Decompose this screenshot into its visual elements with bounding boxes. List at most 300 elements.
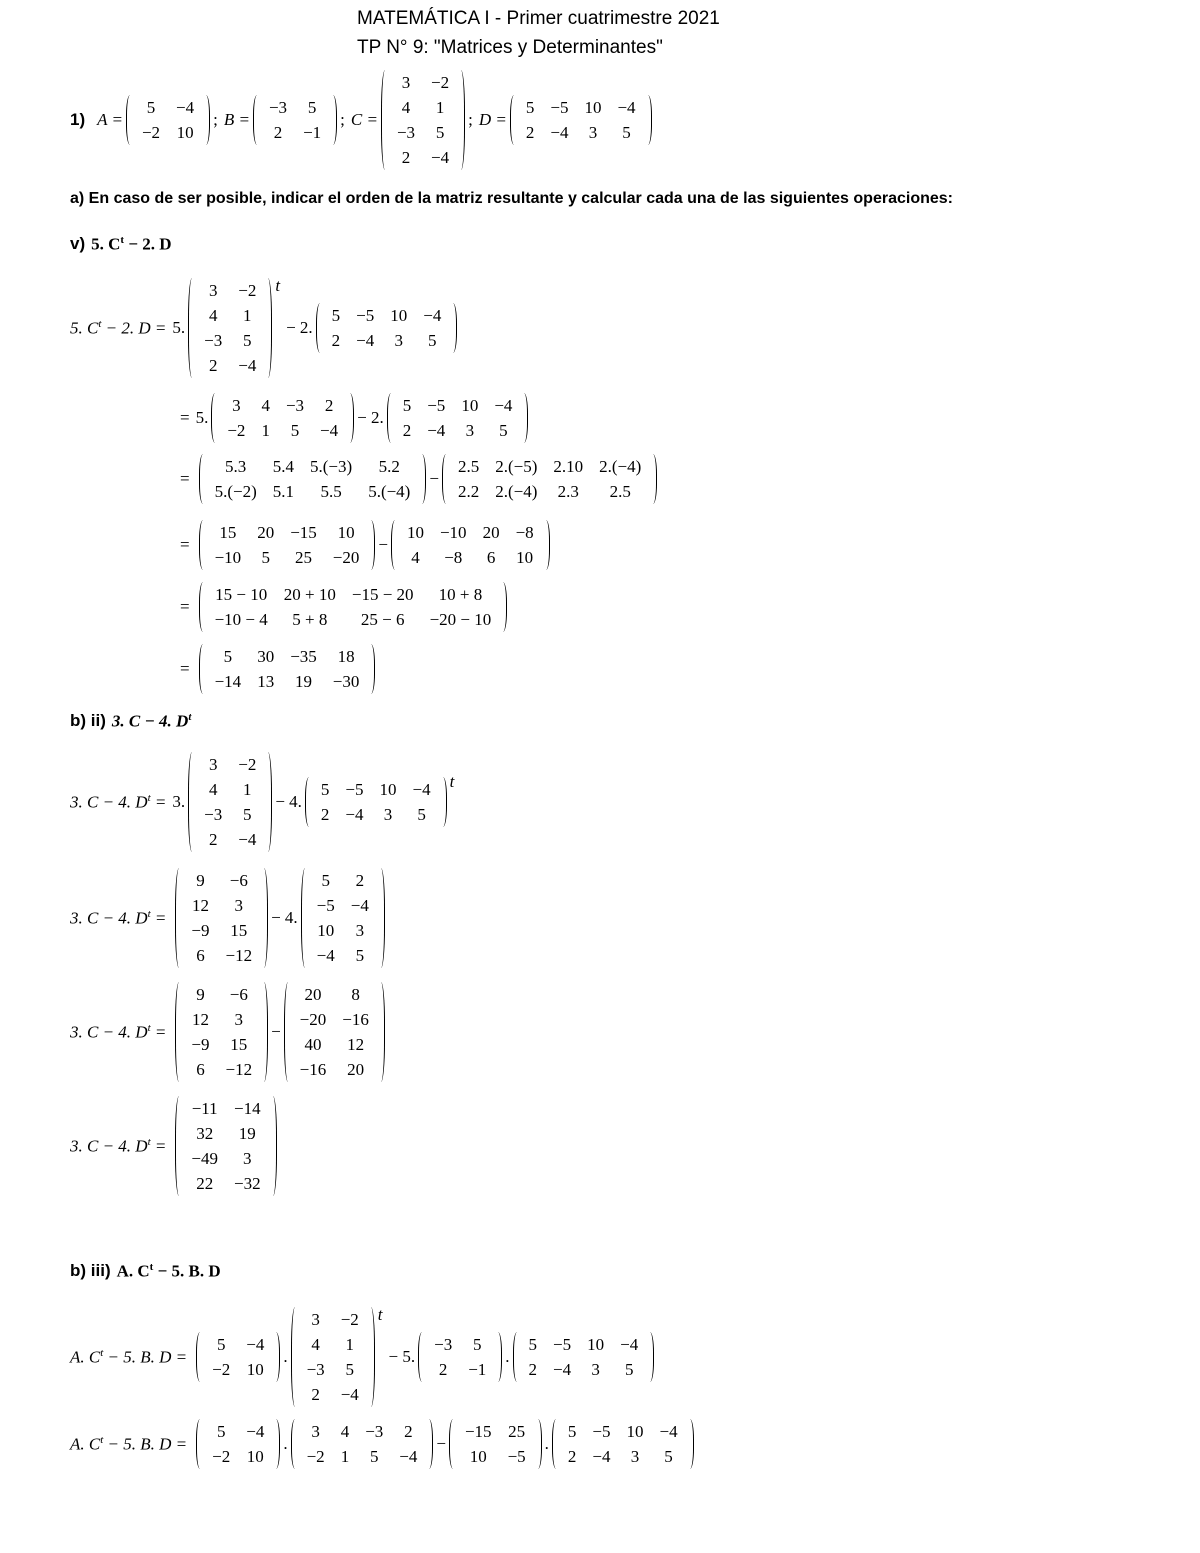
matrix-row: [196, 303, 264, 328]
right-paren: [367, 644, 375, 694]
matrix-entry: 10: [626, 1422, 644, 1441]
left-paren: [175, 868, 183, 968]
matrix-entry: 4: [411, 548, 420, 567]
matrix-row: [292, 1007, 377, 1032]
matrix-row: [207, 582, 500, 607]
matrix-entry: −5: [553, 1335, 572, 1354]
matrix-entry: 12: [191, 896, 209, 915]
result-matrix: [175, 1096, 276, 1196]
matrix-entry: 12: [191, 1010, 209, 1029]
matrix-entry: 5: [369, 1447, 379, 1466]
matrix-row: [457, 1444, 534, 1469]
matrix-entry: 3: [588, 123, 598, 142]
matrix-entry: 15 − 10: [215, 585, 268, 604]
matrix-entry: 2.5: [609, 482, 631, 501]
matrix-row: [207, 669, 368, 694]
matrix-4dt: [284, 982, 385, 1082]
matrix-grid: [560, 1419, 686, 1469]
matrix-entry: −4: [659, 1422, 678, 1441]
scalar: 3.: [172, 792, 186, 811]
matrix-grid: [521, 1332, 647, 1382]
matrix-entry: 10: [587, 1335, 605, 1354]
matrix-entry: −5: [550, 98, 569, 117]
matrix-entry: −2: [306, 1447, 325, 1466]
section-v-step1: [70, 276, 460, 380]
matrix-entry: 2: [208, 830, 218, 849]
matrix-row: [207, 644, 368, 669]
matrix-grid: [426, 1332, 494, 1382]
scalar: − 2.: [357, 408, 384, 427]
expression-lhs: A. $C^t - 5$. B. D =: [70, 1346, 188, 1367]
matrix-entry: −4: [412, 780, 431, 799]
matrix-entry: 1: [243, 780, 252, 799]
section-biii-label: b) iii): [70, 1261, 111, 1280]
matrix-entry: 5: [243, 805, 252, 824]
matrix-grid: [204, 1419, 272, 1469]
matrix-c: [381, 70, 465, 170]
left-paren: [126, 95, 134, 145]
matrix-grid: [457, 1419, 534, 1469]
equals-sign: =: [180, 469, 190, 488]
matrix-entry: 5: [473, 1335, 482, 1354]
matrix-entry: −20: [299, 1010, 327, 1029]
right-paren: [377, 982, 385, 1082]
matrix-entry: 2: [331, 331, 341, 350]
matrix-entry: 5: [664, 1447, 673, 1466]
matrix-grid: [395, 393, 521, 443]
matrix-entry: −4: [553, 1360, 572, 1379]
matrix-entry: 15: [230, 1035, 248, 1054]
matrix-row: [560, 1419, 686, 1444]
matrix-grid: [309, 868, 377, 968]
matrix-row: [183, 1146, 268, 1171]
matrix-entry: −11: [191, 1099, 218, 1118]
matrix-row: [204, 1357, 272, 1382]
right-paren: [346, 393, 354, 443]
matrix-entry: 5: [567, 1422, 577, 1441]
matrix-entry: 6: [486, 548, 496, 567]
dot-operator: .: [544, 1434, 549, 1453]
matrix-entry: 25: [508, 1422, 526, 1441]
left-paren: [199, 520, 207, 570]
transpose-mark: t: [377, 1305, 383, 1324]
matrix-entry: −10 − 4: [214, 610, 268, 629]
matrix-entry: −4: [620, 1335, 639, 1354]
left-paren: [188, 752, 196, 852]
left-paren: [196, 1332, 204, 1382]
matrix-entry: 10: [379, 780, 397, 799]
section-v-step4: [180, 519, 553, 571]
matrix-row: [204, 1332, 272, 1357]
section-bii-step1: [70, 750, 454, 854]
matrix-entry: 4: [208, 780, 218, 799]
left-paren: [552, 1419, 560, 1469]
right-paren: [377, 868, 385, 968]
matrix-entry: 5: [525, 98, 535, 117]
matrix-row: [299, 1332, 367, 1357]
right-paren: [272, 1419, 280, 1469]
matrix-entry: −4: [550, 123, 569, 142]
matrix-grid: [292, 982, 377, 1082]
matrix-entry: 10: [337, 523, 355, 542]
matrix-entry: −2: [227, 421, 246, 440]
matrix-entry: 3: [234, 1010, 244, 1029]
matrix-d-transpose: [301, 868, 385, 968]
matrix-entry: 4: [401, 98, 411, 117]
equals-sign: =: [180, 659, 190, 678]
matrix-entry: 40: [304, 1035, 322, 1054]
matrix-entry: −10: [214, 548, 242, 567]
right-paren: [418, 454, 426, 504]
matrix-entry: 2.3: [557, 482, 579, 501]
matrix-row: [183, 943, 260, 968]
matrix-entry: 2: [528, 1360, 538, 1379]
matrix-entry: −35: [290, 647, 317, 666]
matrix-entry: −3: [396, 123, 416, 142]
matrix-entry: −3: [204, 805, 223, 824]
matrix-entry: 18: [337, 647, 355, 666]
matrix-grid: [196, 752, 264, 852]
result-matrix: [199, 644, 376, 694]
matrix-entry: −15: [290, 523, 317, 542]
matrix-d: [387, 393, 529, 443]
expression-lhs: 5. $C^t - 2$. D =: [70, 317, 167, 338]
matrix-products-left: [199, 454, 427, 504]
minus-sign: −: [436, 1434, 446, 1453]
matrix-entry: 2: [208, 356, 218, 375]
matrix-entry: 5: [355, 946, 365, 965]
left-paren: [510, 95, 518, 145]
matrix-entry: 5: [331, 306, 341, 325]
section-biii-heading: [70, 1258, 221, 1284]
matrix-entry: −5: [345, 780, 364, 799]
right-paren: [272, 1332, 280, 1382]
matrix-row: [309, 893, 377, 918]
matrix-row: [324, 328, 450, 353]
matrix-entry: −6: [229, 871, 248, 890]
matrix-row: [196, 827, 264, 852]
matrix-row: [450, 454, 649, 479]
matrix-grid: [219, 393, 346, 443]
matrix-entry: 2.2: [457, 482, 480, 501]
matrix-entry: 5: [223, 647, 233, 666]
separator: ;: [340, 110, 345, 129]
left-paren: [381, 70, 389, 170]
worksheet-title: TP N° 9: "Matrices y Determinantes": [357, 37, 663, 58]
matrix-entry: 5: [345, 1360, 354, 1379]
problem-number: 1): [70, 110, 86, 129]
left-paren: [196, 1419, 204, 1469]
matrix-entry: 20: [304, 985, 322, 1004]
matrix-left: [199, 520, 376, 570]
matrix-entry: −4: [494, 396, 513, 415]
matrix-row: [399, 520, 542, 545]
matrix-grid: [450, 454, 649, 504]
matrix-row: [183, 1057, 260, 1082]
separator: ;: [468, 110, 473, 129]
matrix-entry: −16: [342, 1010, 369, 1029]
matrix-row: [389, 120, 457, 145]
matrix-entry: −12: [225, 946, 253, 965]
matrix-entry: 32: [196, 1124, 214, 1143]
matrix-entry: 5: [216, 1422, 226, 1441]
matrix-row: [196, 353, 264, 378]
matrix-row: [207, 545, 368, 570]
matrix-c: [291, 1307, 375, 1407]
matrix-entry: 2: [311, 1385, 320, 1404]
matrix-entry: 5.2: [378, 457, 400, 476]
matrix-entry: 5.5: [320, 482, 342, 501]
right-paren: [269, 1096, 277, 1196]
section-v-label: v): [70, 234, 86, 253]
matrix-row: [196, 278, 264, 303]
equals-sign: =: [180, 535, 190, 554]
equals-sign: =: [180, 408, 190, 427]
matrix-grid: [207, 582, 500, 632]
matrix-row: [183, 982, 260, 1007]
matrix-entry: 5: [435, 123, 445, 142]
matrix-entry: 1: [261, 421, 270, 440]
right-paren: [425, 1419, 433, 1469]
left-paren: [188, 278, 196, 378]
matrix-grid: [204, 1332, 272, 1382]
separator: ;: [213, 110, 218, 129]
matrix-entry: −4: [238, 356, 257, 375]
matrix-entry: 2: [438, 1360, 448, 1379]
matrix-c-transpose: [291, 1419, 434, 1469]
matrix-entry: 2: [355, 871, 365, 890]
matrix-row: [183, 1032, 260, 1057]
matrix-entry: −4: [431, 148, 450, 167]
instruction-a: a) En caso de ser posible, indicar el orden de la matriz resultante y calcular cada una de las siguientes operaciones:: [70, 190, 953, 207]
matrix-entry: 10: [390, 306, 408, 325]
section-bii-step2: [70, 866, 388, 970]
matrix-entry: 19: [238, 1124, 256, 1143]
matrix-entry: −1: [303, 123, 322, 142]
right-paren: [449, 303, 457, 353]
matrix-entry: −8: [515, 523, 534, 542]
matrix-grid: [183, 982, 260, 1082]
scalar: − 2.: [286, 318, 313, 337]
matrix-entry: 5.3: [225, 457, 247, 476]
left-paren: [387, 393, 395, 443]
matrix-entry: 9: [196, 871, 205, 890]
matrix-entry: 5: [402, 396, 412, 415]
matrix-entry: 3: [208, 755, 218, 774]
left-paren: [449, 1419, 457, 1469]
matrix-row: [389, 145, 457, 170]
matrix-entry: −2: [238, 281, 257, 300]
matrix-entry: 5: [428, 331, 437, 350]
left-paren: [211, 393, 219, 443]
matrix-entry: 5.(−3): [310, 457, 353, 476]
matrix-entry: 10 + 8: [438, 585, 483, 604]
right-paren: [520, 393, 528, 443]
matrix-entry: 3: [243, 1149, 252, 1168]
label-c: C =: [350, 110, 378, 129]
matrix-row: [389, 70, 457, 95]
matrix-entry: −2: [238, 755, 257, 774]
matrix-entry: −20: [332, 548, 360, 567]
matrix-row: [261, 95, 329, 120]
matrix-row: [183, 868, 260, 893]
matrix-entry: −2: [212, 1360, 231, 1379]
matrix-entry: 20: [257, 523, 275, 542]
right-paren: [534, 1419, 542, 1469]
matrix-entry: 3: [630, 1447, 640, 1466]
right-paren: [264, 278, 272, 378]
expression-lhs: 3. C − 4. $D^t$ =: [70, 1135, 167, 1156]
matrix-entry: 2: [525, 123, 535, 142]
matrix-entry: −4: [340, 1385, 359, 1404]
left-paren: [301, 868, 309, 968]
matrix-entry: 30: [257, 647, 275, 666]
matrix-c-transpose: [211, 393, 354, 443]
left-paren: [284, 982, 292, 1082]
matrix-entry: 3: [394, 331, 403, 350]
matrix-entry: 20: [347, 1060, 365, 1079]
matrix-entry: −14: [233, 1099, 261, 1118]
matrix-entry: 5: [243, 331, 252, 350]
matrix-entry: 3: [465, 421, 475, 440]
matrix-entry: −5: [356, 306, 375, 325]
dot-operator: .: [505, 1347, 510, 1366]
matrix-grid: [313, 777, 439, 827]
matrix-row: [313, 802, 439, 827]
matrix-row: [426, 1332, 494, 1357]
matrix-entry: −4: [320, 421, 339, 440]
right-paren: [499, 582, 507, 632]
matrix-grid: [207, 520, 368, 570]
matrix-b: [253, 95, 337, 145]
matrix-row: [207, 607, 500, 632]
matrix-grid: [207, 644, 368, 694]
matrix-right: [391, 520, 550, 570]
left-paren: [175, 1096, 183, 1196]
matrix-entry: −4: [399, 1447, 418, 1466]
right-paren: [457, 70, 465, 170]
minus-sign: −: [271, 1022, 281, 1041]
matrix-entry: 1: [340, 1447, 350, 1466]
matrix-entry: −4: [345, 805, 364, 824]
section-v-step5: [180, 581, 510, 633]
matrix-entry: −15 − 20: [351, 585, 414, 604]
matrix-entry: −49: [191, 1149, 218, 1168]
section-bii-label: b) ii): [70, 711, 106, 730]
right-paren: [260, 982, 268, 1082]
matrix-row: [292, 1032, 377, 1057]
matrix-entry: 5: [261, 548, 270, 567]
matrix-row: [219, 393, 346, 418]
matrix-entry: 3: [311, 1310, 320, 1329]
matrix-entry: 5: [622, 123, 631, 142]
matrix-entry: 2: [404, 1422, 413, 1441]
matrix-entry: 19: [294, 672, 312, 691]
section-v-title: 5. $C^t - 2$. D: [91, 233, 172, 254]
transpose-mark: t: [275, 276, 281, 295]
matrix-row: [395, 418, 521, 443]
matrix-products-right: [442, 454, 657, 504]
expression-lhs: 3. C − 4. $D^t$ =: [70, 907, 167, 928]
matrix-entry: 8: [351, 985, 360, 1004]
matrix-entry: −12: [225, 1060, 253, 1079]
section-v-result: [180, 643, 378, 695]
matrix-entry: 20: [482, 523, 500, 542]
matrix-entry: 9: [196, 985, 205, 1004]
matrix-entry: −4: [246, 1422, 265, 1441]
matrix-entry: −9: [191, 1035, 210, 1054]
matrix-row: [426, 1357, 494, 1382]
matrix-entry: 4: [261, 396, 270, 415]
matrix-entry: −3: [306, 1360, 325, 1379]
right-paren: [686, 1419, 694, 1469]
matrix-entry: 10: [246, 1360, 264, 1379]
matrix-entry: −2: [212, 1447, 231, 1466]
matrix-entry: 10: [461, 396, 479, 415]
matrix-c: [188, 278, 272, 378]
matrix-entry: 2.(−4): [599, 457, 642, 476]
section-bii-heading: [70, 708, 191, 734]
matrix-entry: 13: [257, 672, 275, 691]
left-paren: [316, 303, 324, 353]
matrix-entry: −4: [238, 830, 257, 849]
right-paren: [644, 95, 652, 145]
matrix-entry: −2: [141, 123, 161, 142]
matrix-row: [207, 520, 368, 545]
matrix-row: [309, 918, 377, 943]
matrix-entry: −5: [316, 896, 335, 915]
equals-sign: =: [180, 597, 190, 616]
matrix-entry: 4: [340, 1422, 350, 1441]
section-bii-step3: [70, 980, 388, 1084]
matrix-grid: [183, 1096, 268, 1196]
matrix-row: [450, 479, 649, 504]
section-biii-step1: [70, 1305, 657, 1409]
matrix-entry: −5: [592, 1422, 611, 1441]
matrix-entry: −3: [365, 1422, 384, 1441]
matrix-row: [299, 1419, 426, 1444]
matrix-entry: 4: [311, 1335, 320, 1354]
matrix-row: [204, 1444, 272, 1469]
matrix-differences: [199, 582, 508, 632]
matrix-row: [399, 545, 542, 570]
minus-sign: −: [378, 535, 388, 554]
matrix-entry: 3: [234, 896, 244, 915]
matrix-entry: −4: [592, 1447, 611, 1466]
matrix-grid: [299, 1307, 367, 1407]
matrix-row: [299, 1382, 367, 1407]
section-biii-title: A. $C^t - 5$. B. D: [116, 1260, 221, 1281]
left-paren: [199, 644, 207, 694]
matrix-entry: 6: [196, 946, 205, 965]
section-v-heading: [70, 232, 172, 256]
right-paren: [329, 95, 337, 145]
right-paren: [542, 520, 550, 570]
dot-operator: .: [283, 1434, 288, 1453]
matrix-5b: [449, 1419, 542, 1469]
matrix-d: [510, 95, 652, 145]
left-paren: [305, 777, 313, 827]
matrix-row: [183, 1171, 268, 1196]
matrix-entry: 5: [528, 1335, 538, 1354]
matrix-row: [309, 943, 377, 968]
scalar: − 5.: [388, 1347, 416, 1366]
matrix-entry: −3: [268, 98, 288, 117]
matrix-row: [518, 95, 644, 120]
matrix-entry: −4: [246, 1335, 265, 1354]
matrix-entry: −8: [444, 548, 463, 567]
right-paren: [646, 1332, 654, 1382]
